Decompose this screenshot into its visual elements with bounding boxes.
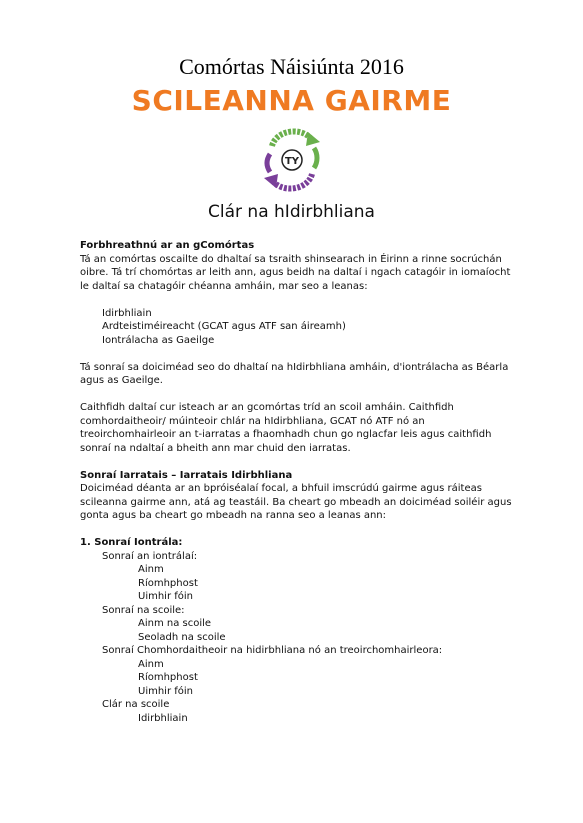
list-item: Ainm	[138, 658, 164, 670]
list-item: Ríomhphost	[138, 672, 198, 683]
svg-text:TY: TY	[284, 156, 300, 167]
program-label: Clár na scoile	[102, 699, 170, 710]
list-item: Uimhir fóin	[138, 591, 193, 602]
entrant-label: Sonraí an iontrálaí:	[102, 550, 198, 562]
competition-title: Comórtas Náisiúnta 2016	[179, 54, 404, 79]
ty-cycle-logo-icon	[262, 124, 322, 196]
brand-title: SCILEANNA GAIRME	[131, 84, 452, 117]
section1-heading: 1. Sonraí Iontrála:	[80, 537, 183, 548]
document-body	[80, 239, 520, 725]
category-list	[80, 307, 520, 348]
list-item: Iontrálacha as Gaeilge	[102, 334, 215, 346]
overview-paragraph-3: Caithfidh daltaí cur isteach ar an gcomórtas tríd an scoil amháin. Caithfidh comhordaitheoir/ múinteoir chlár na hIdirbhliana, GCAT nó ATF nó an treoirchomhairleoir an t-iarratas a fhaomhadh chun go nglacfar leis agus caithfidh sonraí na ndaltaí a bheith ann mar chuid den iarratas.	[80, 402, 492, 454]
list-item: Ainm	[138, 564, 164, 575]
application-heading: Sonraí Iarratais – Iarratais Idirbhliana	[80, 469, 293, 481]
list-item: Uimhir fóin	[138, 685, 193, 697]
overview-paragraph-2: Tá sonraí sa doiciméad seo do dhaltaí na hIdirbhliana amháin, d'iontrálacha as Béarla agus as Gaeilge.	[80, 361, 509, 386]
list-item: Ríomhphost	[138, 577, 198, 589]
overview-heading: Forbhreathnú ar an gComórtas	[80, 240, 255, 251]
overview-paragraph-1: Tá an comórtas oscailte do dhaltaí sa tsraith shinsearach in Éirinn a rinne socrúchán oibre. Tá trí chomórtas ar leith ann, agus beidh na daltaí i ngach catagóir in iomaíocht le daltaí sa chatagóir chéanna amháin, mar seo a leanas:	[80, 253, 511, 292]
document-title: Clár na hIdirbhliana	[208, 202, 375, 222]
list-item: Seoladh na scoile	[138, 631, 226, 643]
list-item: Ardteistiméireacht (GCAT agus ATF san áireamh)	[102, 321, 346, 332]
list-item: Idirbhliain	[138, 712, 188, 724]
list-item: Idirbhliain	[102, 307, 152, 319]
school-label: Sonraí na scoile:	[102, 604, 185, 616]
application-paragraph: Doiciméad déanta ar an bpróiséalaí focal, a bhfuil imscrúdú gairme agus ráiteas scileanna gairme ann, atá ag teastáil. Ba cheart go mbeadh an doiciméad soiléir agus gonta agus ba cheart go mbeadh na ranna seo a leanas ann:	[80, 483, 512, 521]
list-item: Ainm na scoile	[138, 618, 212, 629]
coordinator-label: Sonraí Chomhordaitheoir na hidirbhliana nó an treoirchomhairleora:	[102, 645, 443, 656]
